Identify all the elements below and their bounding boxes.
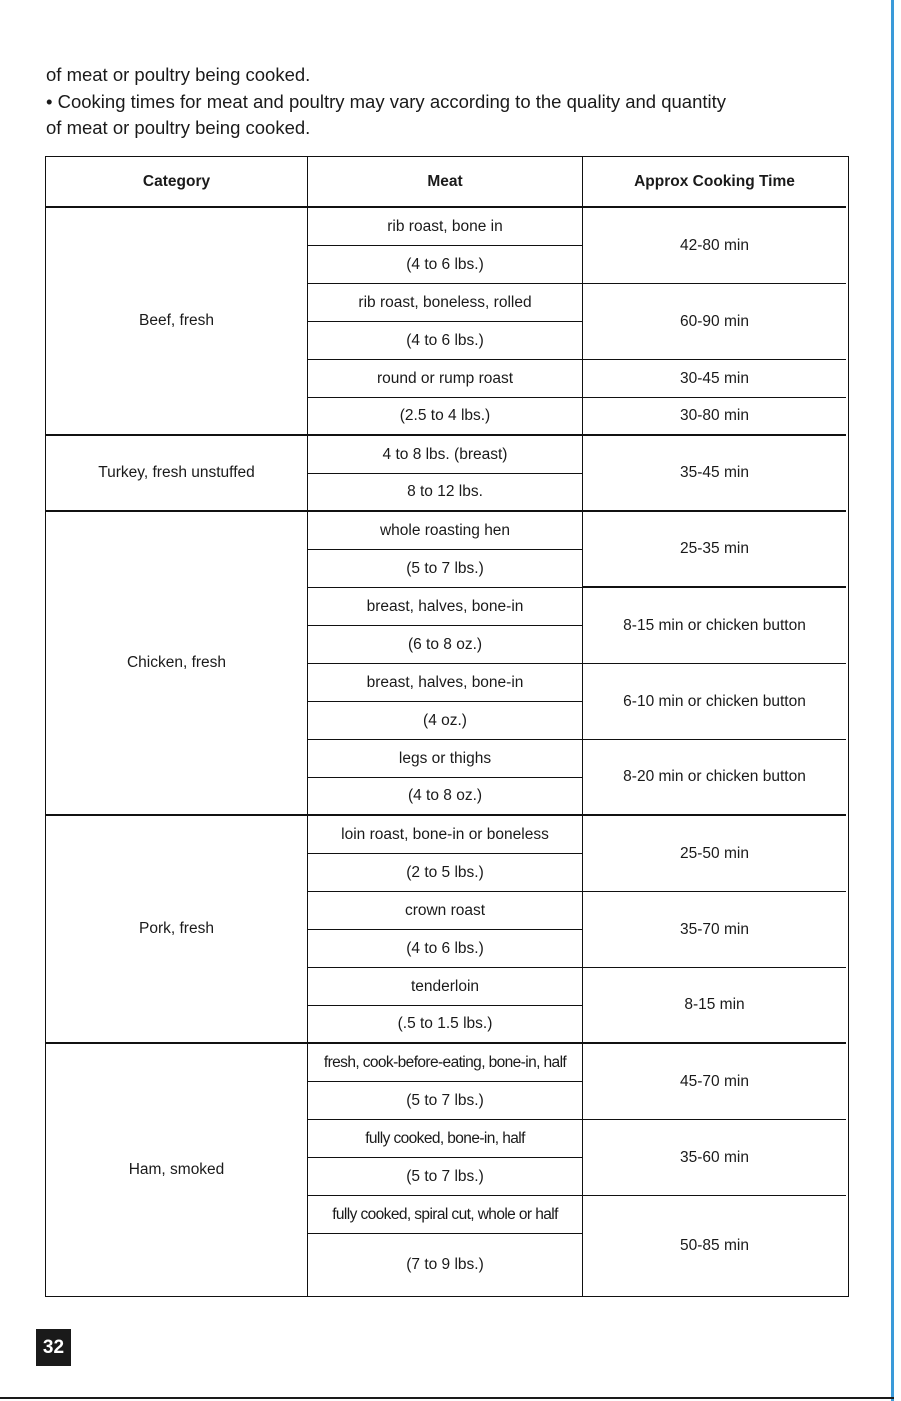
meat-cell: (5 to 7 lbs.) [308,1158,583,1196]
header-cooking-time: Approx Cooking Time [583,157,846,208]
meat-cell: rib roast, bone in [308,208,583,246]
time-cell: 25-50 min [583,816,846,892]
time-cell: 8-20 min or chicken button [583,740,846,816]
time-cell: 50-85 min [680,1237,749,1254]
meat-cell: 8 to 12 lbs. [308,474,583,512]
meat-cell: loin roast, bone-in or boneless [308,816,583,854]
time-cell: 25-35 min [583,512,846,588]
time-cell: 8-15 min [583,968,846,1044]
time-cell: 30-45 min [583,360,846,398]
cooking-time-table [45,156,849,1297]
category-cell: Pork, fresh [46,816,308,1044]
meat-cell: fresh, cook-before-eating, bone-in, half [308,1044,583,1082]
meat-cell: (.5 to 1.5 lbs.) [308,1006,583,1044]
category-cell: Turkey, fresh unstuffed [46,436,308,512]
meat-cell: fully cooked, bone-in, half [308,1120,583,1158]
intro-text [46,62,856,142]
right-margin-rule [891,0,894,1401]
time-cell: 8-15 min or chicken button [583,588,846,664]
time-cell: 42-80 min [583,208,846,284]
meat-cell: round or rump roast [308,360,583,398]
time-cell: 35-45 min [583,436,846,512]
meat-cell: fully cooked, spiral cut, whole or half [308,1196,583,1234]
meat-cell: breast, halves, bone-in [308,664,583,702]
meat-cell: crown roast [308,892,583,930]
meat-cell: (5 to 7 lbs.) [308,1082,583,1120]
time-cell: 35-60 min [583,1120,846,1196]
category-cell: Chicken, fresh [46,512,308,816]
category-cell: Ham, smoked [46,1044,308,1296]
meat-cell: (2.5 to 4 lbs.) [308,398,583,436]
time-cell: 6-10 min or chicken button [583,664,846,740]
meat-cell: (4 oz.) [308,702,583,740]
header-meat: Meat [308,157,583,208]
category-cell: Beef, fresh [46,208,308,436]
meat-cell: tenderloin [308,968,583,1006]
bottom-rule [0,1397,894,1399]
meat-cell: (6 to 8 oz.) [308,626,583,664]
intro-line-1: of meat or poultry being cooked. [46,64,311,85]
intro-line-3: of meat or poultry being cooked. [46,117,311,138]
meat-cell: (4 to 6 lbs.) [308,322,583,360]
time-cell: 60-90 min [583,284,846,360]
meat-cell: legs or thighs [308,740,583,778]
meat-cell: (2 to 5 lbs.) [308,854,583,892]
time-cell: 35-70 min [583,892,846,968]
meat-cell: rib roast, boneless, rolled [308,284,583,322]
time-cell: 45-70 min [583,1044,846,1120]
meat-cell: (5 to 7 lbs.) [308,550,583,588]
meat-cell: 4 to 8 lbs. (breast) [308,436,583,474]
header-category: Category [46,157,308,208]
meat-cell: breast, halves, bone-in [308,588,583,626]
meat-cell: (4 to 8 oz.) [308,778,583,816]
time-cell: 30-80 min [583,398,846,436]
meat-cell: (4 to 6 lbs.) [308,246,583,284]
page-number-badge: 32 [36,1329,71,1366]
meat-cell: (4 to 6 lbs.) [308,930,583,968]
meat-cell: (7 to 9 lbs.) [308,1234,583,1296]
meat-cell: whole roasting hen [308,512,583,550]
intro-line-2: • Cooking times for meat and poultry may vary according to the quality and quantity [46,90,727,112]
